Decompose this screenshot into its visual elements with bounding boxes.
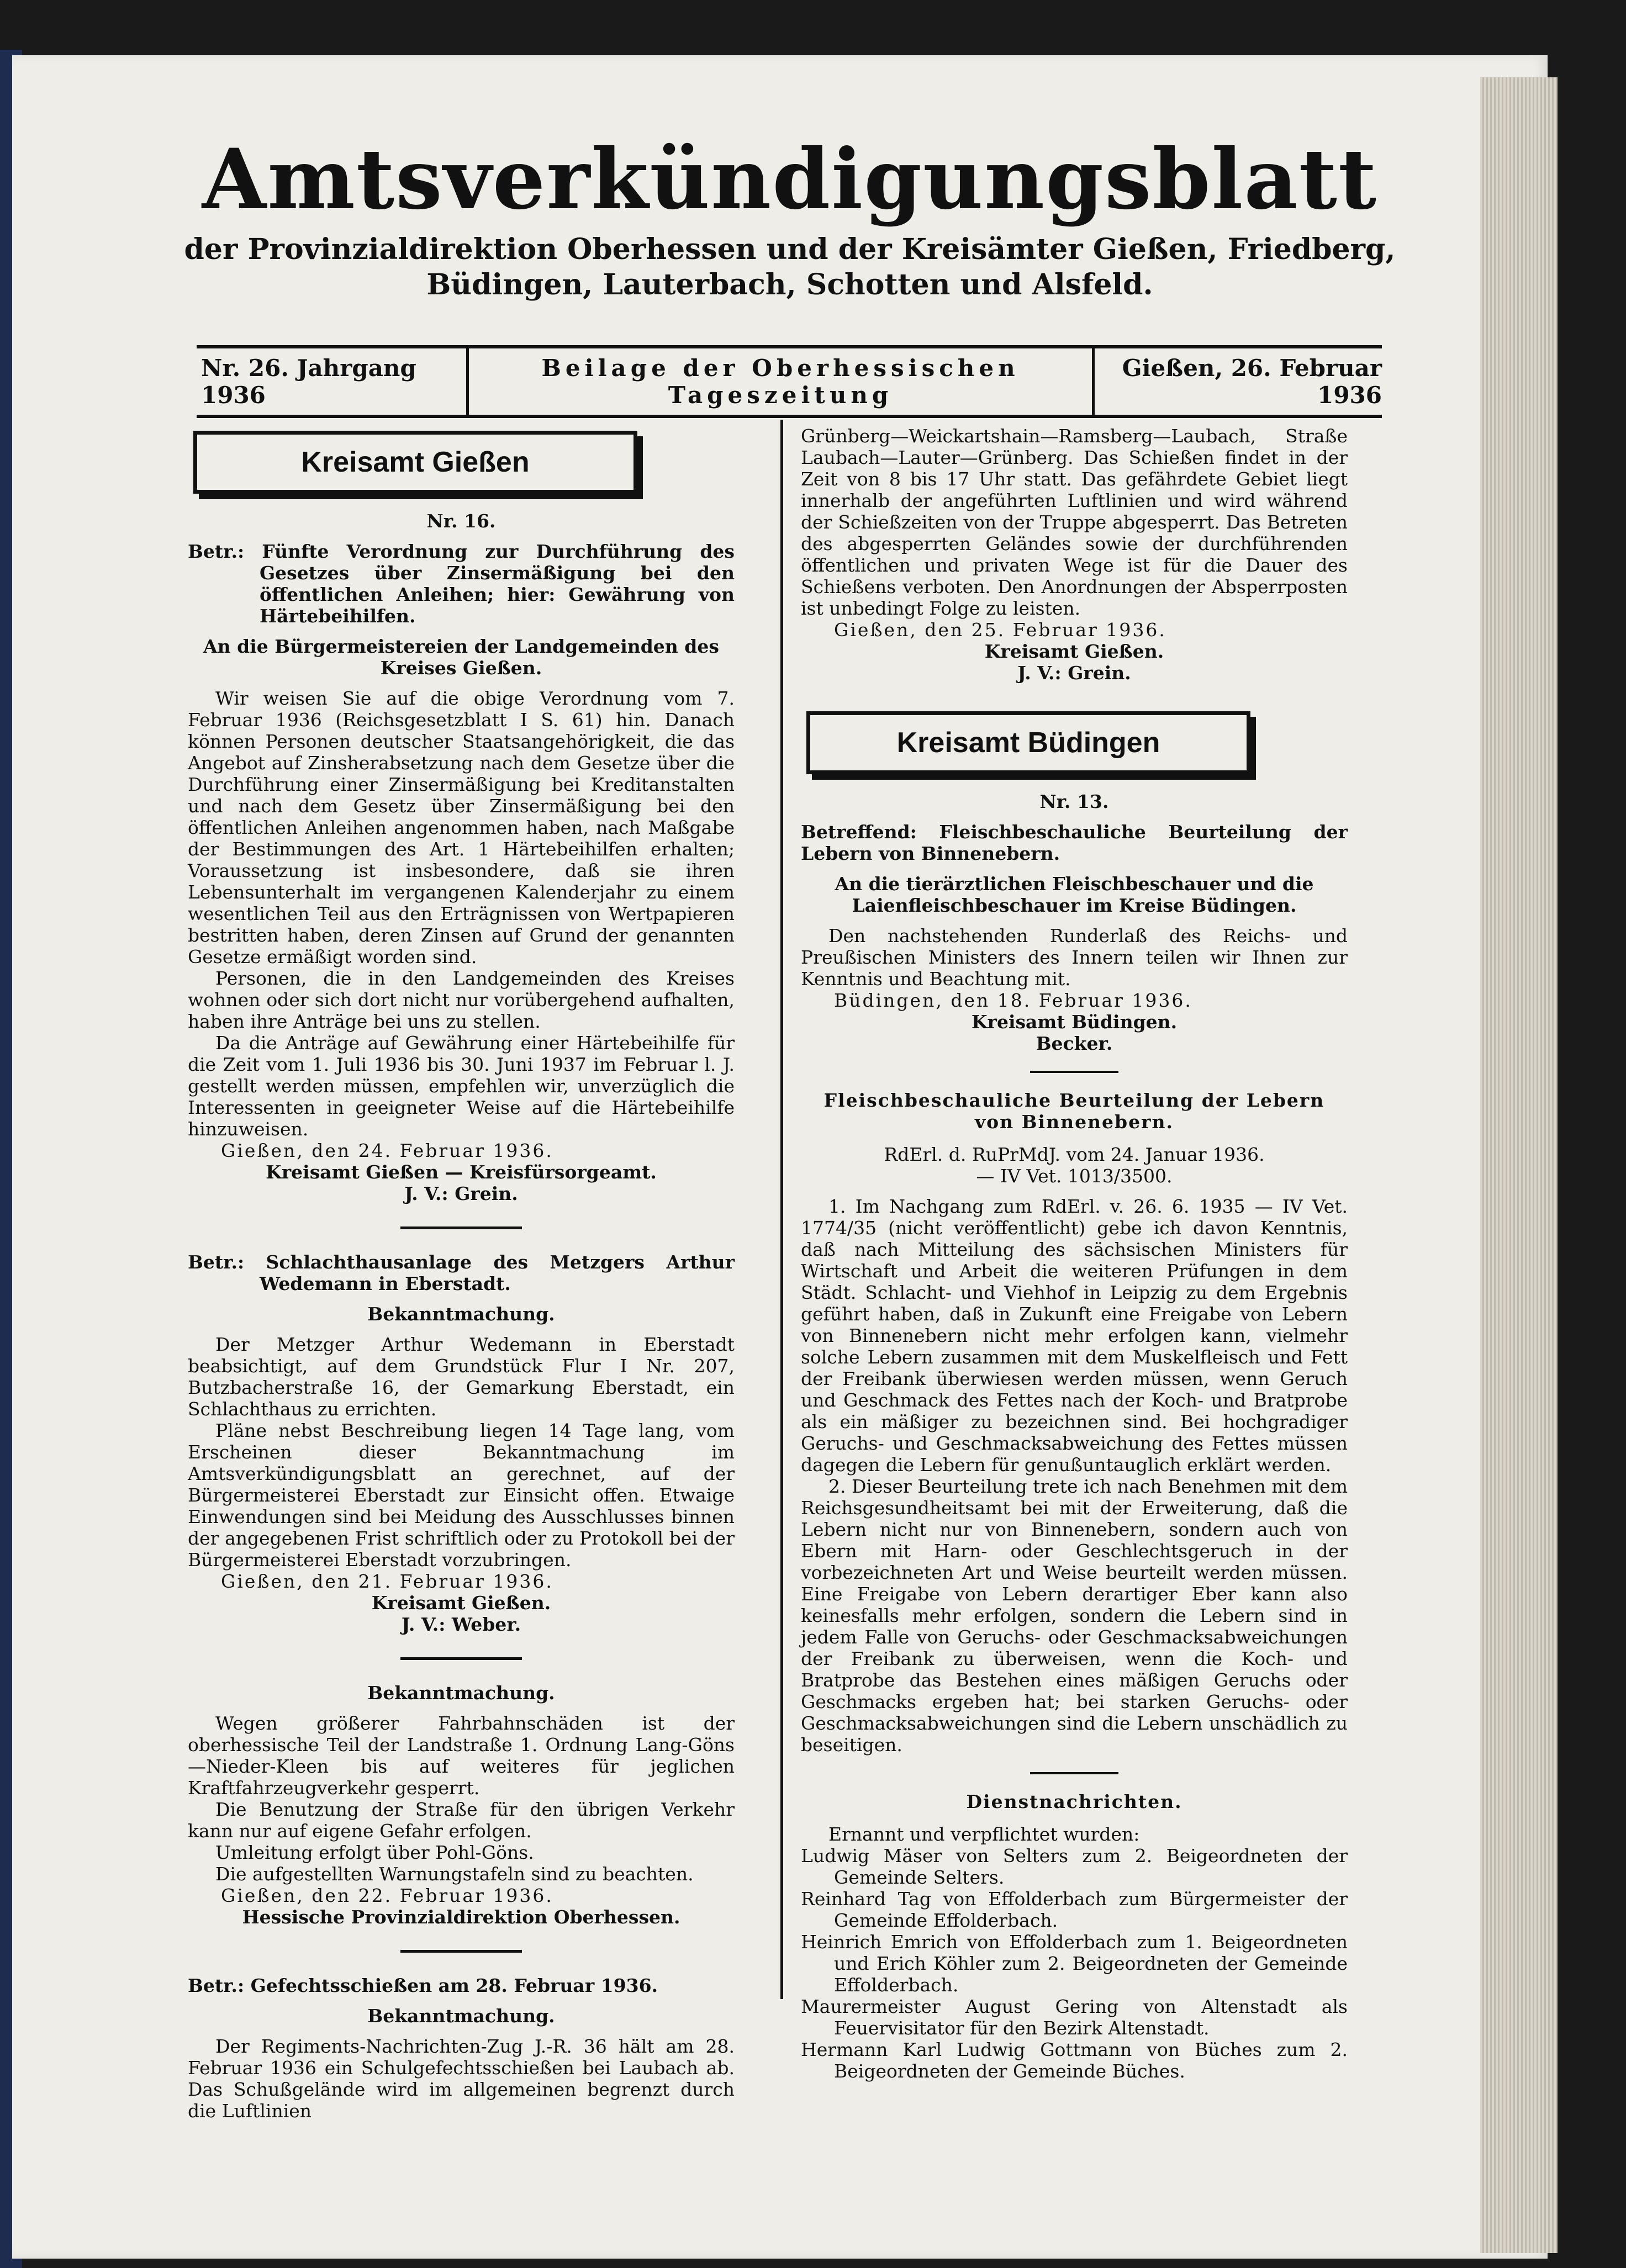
issue-date: Gießen, 26. Februar 1936 xyxy=(1122,355,1382,409)
appointment-item: Ludwig Mäser von Selters zum 2. Beigeordneten der Gemeinde Selters. xyxy=(801,1845,1348,1888)
section-rule xyxy=(400,1226,522,1229)
column-divider xyxy=(780,420,783,1999)
paragraph: Pläne nebst Beschreibung liegen 14 Tage lang, vom Erscheinen dieser Bekanntmachung im Amtsverkündigungsblatt an gerechnet, auf der Bürgermeisterei Eberstadt zur Einsicht offen. Etwaige Einwendungen sind bei Meidung des Ausschlusses binnen der angegebenen Frist schriftlich oder zu Protokoll bei der Bürgermeisterei Eberstadt vorzubringen. xyxy=(188,1420,735,1571)
signature-office: Kreisamt Gießen. xyxy=(984,641,1164,662)
notice-heading: Bekanntmachung. xyxy=(367,1682,555,1704)
left-column xyxy=(188,425,735,2122)
paragraph: 2. Dieser Beurteilung trete ich nach Benehmen mit dem Reichsgesundheitsamt bei mit der Erweiterung, daß die Lebern nicht nur von Binnenebern, sondern auch von Ebern mit Harn- oder Geschlechtsgeruch in der vorbezeichneten Art und Weise beurteilt werden müssen. Eine Freigabe von Lebern derartiger Eber kann also keinesfalls mehr erfolgen, sondern die Lebern sind in jedem Falle von Geruchs- oder Geschmacksabweichungen der Freibank zu überweisen, wenn die Koch- und Bratprobe das Bestehen eines mäßigen Geruchs oder Geschmacks ergeben hat; bei starken Geruchs- oder Geschmacksabweichungen sind die Lebern unschädlich zu beseitigen. xyxy=(801,1476,1348,1756)
notice-addressee: An die Bürgermeistereien der Landgemeinden des Kreises Gießen. xyxy=(203,636,719,679)
signature-office: Kreisamt Gießen — Kreisfürsorgeamt. xyxy=(266,1161,657,1183)
paragraph: Umleitung erfolgt über Pohl-Göns. xyxy=(215,1842,534,1863)
service-news-heading: Dienstnachrichten. xyxy=(966,1791,1182,1812)
signature-place-date: Büdingen, den 18. Februar 1936. xyxy=(834,990,1192,1011)
paragraph: Der Metzger Arthur Wedemann in Eberstadt beabsichtigt, auf dem Grundstück Flur I Nr. 207, Butzbacherstraße 16, der Gemarkung Eberstadt, ein Schlachthaus zu errichten. xyxy=(188,1334,735,1420)
paragraph: Da die Anträge auf Gewährung einer Härtebeihilfe für die Zeit vom 1. Juli 1936 bis 30. Juni 1937 im Februar l. J. gestellt werden müssen, empfehlen wir, unverzüglich die Interessenten in geeigneter Weise auf die Härtebeihilfe hinzuweisen. xyxy=(188,1032,735,1140)
section-rule xyxy=(400,1950,522,1953)
signature-name: J. V.: Grein. xyxy=(404,1183,518,1204)
notice-subject: Betr.: Gefechtsschießen am 28. Februar 1936. xyxy=(188,1975,658,1996)
signature-name: J. V.: Weber. xyxy=(401,1614,521,1635)
signature-place-date: Gießen, den 21. Februar 1936. xyxy=(221,1571,553,1592)
supplement-label: Beilage der Oberhessischen Tageszeitung xyxy=(469,348,1095,415)
paragraph: Wegen größerer Fahrbahnschäden ist der oberhessische Teil der Landstraße 1. Ordnung Lang-Göns—Nieder-Kleen bis auf weiteres für jeglichen Kraftfahrzeugverkehr gesperrt. xyxy=(188,1712,735,1799)
section-box-giessen: Kreisamt Gießen xyxy=(193,431,637,494)
paragraph: 1. Im Nachgang zum RdErl. v. 26. 6. 1935 — IV Vet. 1774/35 (nicht veröffentlicht) gebe ich davon Kenntnis, daß nach Mitteilung des sächsischen Ministers für Wirtschaft und Arbeit die weiteren Prüfungen in dem Städt. Schlacht- und Viehhof in Leipzig zu dem Ergebnis geführt haben, daß in Zukunft eine Freigabe von Lebern von Binnenebern nicht mehr erfolgen kann, vielmehr solche Lebern zusammen mit dem Muskelfleisch und Fett der Freibank überwiesen werden müssen, wenn Geruch und Geschmack des Fettes nach der Koch- und Bratprobe als ein mäßiger zu bezeichnen sind. Bei hochgradiger Geruchs- und Geschmacksabweichung des Fettes müssen dagegen die Lebern für genußuntauglich erklärt werden. xyxy=(801,1196,1348,1476)
signature-name: Becker. xyxy=(1036,1033,1113,1054)
section-rule xyxy=(400,1657,522,1660)
notice-heading: Bekanntmachung. xyxy=(367,1303,555,1325)
signature-place-date: Gießen, den 22. Februar 1936. xyxy=(221,1885,553,1906)
paragraph: Den nachstehenden Runderlaß des Reichs- und Preußischen Ministers des Innern teilen wir Ihnen zur Kenntnis und Beachtung mit. xyxy=(801,925,1348,990)
masthead xyxy=(182,133,1397,303)
appointment-item: Heinrich Emrich von Effolderbach zum 1. Beigeordneten und Erich Köhler zum 2. Beigeordneten der Gemeinde Effolderbach. xyxy=(801,1931,1348,1996)
signature-office: Hessische Provinzialdirektion Oberhessen. xyxy=(242,1906,680,1928)
paragraph: Wir weisen Sie auf die obige Verordnung vom 7. Februar 1936 (Reichsgesetzblatt I S. 61) hin. Danach können Personen deutscher Staatsangehörigkeit, die das Angebot auf Zinsherabsetzung nach dem Gesetze über die Durchführung einer Zinsermäßigung bei Kreditanstalten und nach dem Gesetz über Zinsermäßigung bei den öffentlichen Anleihen angenommen haben, nach Maßgabe der Bestimmungen des Art. 1 Härtebeihilfen erhalten; Voraussetzung ist insbesondere, daß sie ihren Lebensunterhalt im vergangenen Kalenderjahr zu einem wesentlichen Teil aus den Erträgnissen von Wertpapieren bestritten haben, deren Zinsen auf Grund der genannten Gesetze ermäßigt worden sind. xyxy=(188,688,735,968)
section-rule xyxy=(1030,1772,1118,1774)
paragraph: Grünberg—Weickartshain—Ramsberg—Laubach, Straße Laubach—Lauter—Grünberg. Das Schießen findet in der Zeit von 8 bis 17 Uhr statt. Das gefährdete Gebiet liegt innerhalb der angeführten Luftlinien und wird während der Schießzeiten von der Truppe abgesperrt. Das Betreten des abgesperrten Geländes sowie der durchführenden öffentlichen und privaten Wege ist für die Dauer des Schießens verboten. Den Anordnungen der Absperrposten ist unbedingt Folge zu leisten. xyxy=(801,425,1348,619)
signature-office: Kreisamt Gießen. xyxy=(371,1592,551,1614)
notice-subject: Betr.: Schlachthausanlage des Metzgers Arthur Wedemann in Eberstadt. xyxy=(188,1251,735,1294)
paragraph: Personen, die in den Landgemeinden des Kreises wohnen oder sich dort nicht nur vorübergehend aufhalten, haben ihre Anträge bei uns zu stellen. xyxy=(188,968,735,1032)
notice-number: Nr. 13. xyxy=(1039,791,1109,812)
newspaper-title: Amtsverkündigungsblatt xyxy=(202,131,1378,228)
notice-subject: Betreffend: Fleischbeschauliche Beurteilung der Lebern von Binnenebern. xyxy=(801,821,1348,864)
paragraph: Die Benutzung der Straße für den übrigen Verkehr kann nur auf eigene Gefahr erfolgen. xyxy=(188,1799,735,1842)
right-column xyxy=(801,425,1348,2082)
signature-office: Kreisamt Büdingen. xyxy=(971,1011,1178,1033)
section-rule xyxy=(1030,1071,1118,1073)
notice-heading: Bekanntmachung. xyxy=(367,2005,555,2027)
paragraph: Der Regiments-Nachrichten-Zug J.-R. 36 hält am 28. Februar 1936 ein Schulgefechtsschießen bei Laubach ab. Das Schußgelände wird im allgemeinen begrenzt durch die Luftlinien xyxy=(188,2036,735,2122)
newspaper-subtitle: der Provinzialdirektion Oberhessen und der Kreisämter Gießen, Friedberg, Büdingen, Lauterbach, Schotten und Alsfeld. xyxy=(184,232,1396,302)
notice-addressee: An die tierärztlichen Fleischbeschauer und die Laienfleischbeschauer im Kreise Büdingen. xyxy=(835,873,1314,916)
issue-bar xyxy=(197,345,1382,418)
notice-number: Nr. 16. xyxy=(426,510,496,532)
notice-subject: Betr.: Fünfte Verordnung zur Durchführung des Gesetzes über Zinsermäßigung bei den öffentlichen Anleihen; hier: Gewährung von Härtebeihilfen. xyxy=(188,541,735,627)
issue-number: Nr. 26. Jahrgang 1936 xyxy=(197,348,469,415)
paragraph: Die aufgestellten Warnungstafeln sind zu beachten. xyxy=(215,1863,694,1885)
section-box-buedingen: Kreisamt Büdingen xyxy=(806,711,1250,774)
decree-reference: RdErl. d. RuPrMdJ. vom 24. Januar 1936. xyxy=(884,1144,1265,1165)
signature-place-date: Gießen, den 25. Februar 1936. xyxy=(834,619,1166,641)
decree-number: — IV Vet. 1013/3500. xyxy=(976,1165,1173,1187)
decree-title: Fleischbeschauliche Beurteilung der Lebern von Binnenebern. xyxy=(823,1090,1325,1133)
appointment-item: Maurermeister August Gering von Altenstadt als Feuervisitator für den Bezirk Altenstadt. xyxy=(801,1996,1348,2039)
signature-name: J. V.: Grein. xyxy=(1017,662,1131,684)
appointment-item: Hermann Karl Ludwig Gottmann von Büches zum 2. Beigeordneten der Gemeinde Büches. xyxy=(801,2039,1348,2082)
page-edges xyxy=(1480,77,1558,2253)
appointment-item: Reinhard Tag von Effolderbach zum Bürgermeister der Gemeinde Effolderbach. xyxy=(801,1888,1348,1931)
paragraph: Ernannt und verpflichtet wurden: xyxy=(828,1823,1140,1845)
signature-place-date: Gießen, den 24. Februar 1936. xyxy=(221,1140,553,1161)
